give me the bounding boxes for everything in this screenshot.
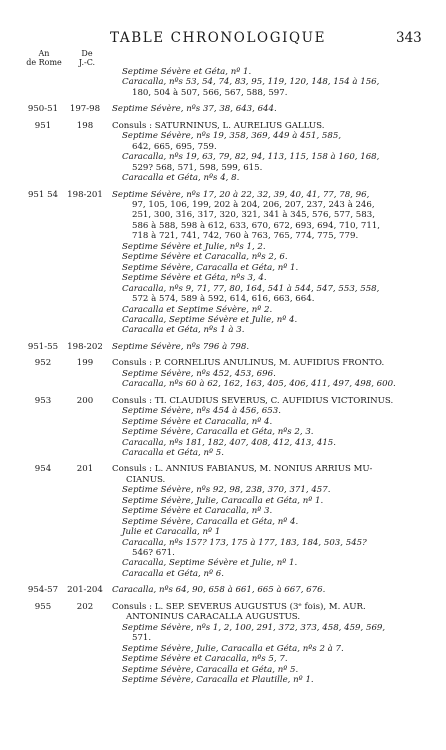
entry-line: Septime Sévère et Caracalla, nº 3. <box>122 506 273 517</box>
year-rome: 950-51 <box>27 104 59 115</box>
entry-line: Septime Sévère et Géta, nº 1. <box>122 67 252 77</box>
entry-line: 586 à 588, 598 à 612, 633, 670, 672, 693, 694, 710, 711, <box>132 220 381 231</box>
year-jc: 201 <box>76 464 94 475</box>
year-jc: 201-204 <box>67 585 103 596</box>
entry-line: Septime Sévère, Julie, Caracalla et Géta, nº 1. <box>122 495 324 506</box>
entry-line: Septime Sévère et Caracalla, nº 4. <box>122 416 273 427</box>
entry-line: Caracalla, nºs 19, 63, 79, 82, 94, 113, 115, 158 à 160, 168, <box>122 152 380 163</box>
chronology-entry <box>0 121 446 184</box>
entry-line: ANTONINUS CARACALLA AUGUSTUS. <box>126 612 301 623</box>
entry-line: Consuls : L. ANNIUS FABIANUS, M. NONIUS ARRIUS MU- <box>112 464 373 475</box>
chronology-entry <box>0 104 446 114</box>
entry-line: Caracalla, nºs 157? 173, 175 à 177, 183, 184, 503, 545? <box>122 537 367 548</box>
page-title: TABLE CHRONOLOGIQUE <box>110 30 327 46</box>
entry-line: Septime Sévère, Caracalla et Plautille, nº 1. <box>122 675 314 686</box>
entry-line: 642, 665, 695, 759. <box>132 141 217 152</box>
chronology-entry <box>0 396 446 459</box>
page-number: 343 <box>396 30 422 46</box>
entry-line: Caracalla, nºs 9, 71, 77, 80, 164, 541 à 544, 547, 553, 558, <box>122 283 380 294</box>
entry-line: Caracalla, Septime Sévère et Julie, nº 4. <box>122 314 298 325</box>
entry-line: Septime Sévère et Géta, nºs 3, 4. <box>122 273 267 284</box>
entry-line: Septime Sévère, Caracalla et Géta, nº 4. <box>122 516 299 527</box>
entry-line: 529? 568, 571, 598, 599, 615. <box>132 162 263 173</box>
entry-line: 251, 300, 316, 317, 320, 321, 341 à 345, 576, 577, 583, <box>132 210 375 221</box>
chronology-entry <box>0 67 446 98</box>
entry-line: Septime Sévère, Caracalla et Géta, nº 1. <box>122 262 299 273</box>
year-rome: 951 54 <box>27 189 59 200</box>
entry-line: Caracalla et Géta, nº 5. <box>122 447 224 458</box>
chronology-entry <box>0 190 446 336</box>
year-rome: 954-57 <box>27 585 59 596</box>
entry-line: 572 à 574, 589 à 592, 614, 616, 663, 664. <box>132 294 315 305</box>
entry-line: Caracalla, nºs 53, 54, 74, 83, 95, 119, 120, 148, 154 à 156, <box>122 77 380 88</box>
entry-line: Julie et Caracalla, nº 1 <box>122 527 221 538</box>
year-rome: 951 <box>34 120 52 131</box>
entry-line: Caracalla, nºs 64, 90, 658 à 661, 665 à 667, 676. <box>112 585 326 596</box>
chronology-entry <box>0 358 446 389</box>
chronology-entry <box>0 602 446 686</box>
entry-line: Septime Sévère, Caracalla et Géta, nº 5. <box>122 664 299 675</box>
chronology-entry <box>0 342 446 352</box>
year-jc: 200 <box>76 395 94 406</box>
entry-line: Consuls : SATURNINUS, L. AURELIUS GALLUS. <box>112 120 325 131</box>
year-rome: 951-55 <box>27 341 59 352</box>
chronology-entry <box>0 464 446 579</box>
entry-line: Consuls : L. SEP. SEVERUS AUGUSTUS (3ᵉ fois), M. AUR. <box>112 601 366 612</box>
entry-line: Consuls : TI. CLAUDIUS SEVERUS, C. AUFIDIUS VICTORINUS. <box>112 395 394 406</box>
entry-line: Septime Sévère, nºs 454 à 456, 653. <box>122 406 281 417</box>
entry-line: Septime Sévère, nºs 37, 38, 643, 644. <box>112 104 277 115</box>
entry-line: CIANUS. <box>126 474 166 485</box>
year-jc: 198 <box>76 120 94 131</box>
year-rome: 954 <box>34 464 52 475</box>
entry-line: Septime Sévère, nºs 17, 20 à 22, 32, 39, 40, 41, 77, 78, 96, <box>112 189 370 200</box>
entry-line: Septime Sévère, nºs 1, 2, 100, 291, 372, 373, 458, 459, 569, <box>122 622 386 633</box>
entry-line: Septime Sévère, nºs 19, 358, 369, 449 à 451, 585, <box>122 131 342 142</box>
chronology-entry <box>0 585 446 595</box>
year-rome: 953 <box>34 395 52 406</box>
entry-line: 180, 504 à 507, 566, 567, 588, 597. <box>132 87 288 98</box>
entry-line: 718 à 721, 741, 742, 760 à 763, 765, 774, 775, 779. <box>132 231 359 242</box>
entry-line: Septime Sévère et Caracalla, nºs 5, 7. <box>122 654 288 665</box>
year-rome: 952 <box>34 358 52 369</box>
entry-line: Septime Sévère et Julie, nºs 1, 2. <box>122 241 266 252</box>
entry-line: Septime Sévère, nºs 796 à 798. <box>112 341 250 352</box>
entry-line: Caracalla et Géta, nº 6. <box>122 568 224 579</box>
entry-line: Caracalla et Septime Sévère, nº 2. <box>122 304 273 315</box>
entry-line: Caracalla, nºs 60 à 62, 162, 163, 405, 406, 411, 497, 498, 600. <box>122 379 396 390</box>
year-jc: 198-202 <box>67 341 103 352</box>
entry-line: Septime Sévère, Julie, Caracalla et Géta, nºs 2 à 7. <box>122 643 344 654</box>
year-jc: 199 <box>76 358 94 369</box>
entry-line: Caracalla et Géta, nºs 1 à 3. <box>122 325 245 336</box>
entry-line: Septime Sévère, nºs 92, 98, 238, 370, 371, 457. <box>122 485 331 496</box>
chronology-entries <box>0 67 446 685</box>
column-header-year-rome: An de Rome <box>26 49 62 67</box>
year-jc: 197-98 <box>69 104 101 115</box>
entry-line: Caracalla, nºs 181, 182, 407, 408, 412, 413, 415. <box>122 437 337 448</box>
entry-line: 571. <box>132 633 152 644</box>
year-rome: 955 <box>34 601 52 612</box>
column-header-year-jc: De J.-C. <box>78 49 96 67</box>
year-jc: 198-201 <box>67 189 103 200</box>
entry-line: Septime Sévère, nºs 452, 453, 696. <box>122 368 276 379</box>
entry-line: Consuls : P. CORNELIUS ANULINUS, M. AUFIDIUS FRONTO. <box>112 358 385 369</box>
entry-line: Septime Sévère, Caracalla et Géta, nºs 2, 3. <box>122 427 314 438</box>
entry-line: 97, 105, 106, 199, 202 à 204, 206, 207, 237, 243 à 246, <box>132 199 375 210</box>
entry-line: Caracalla, Septime Sévère et Julie, nº 1. <box>122 558 298 569</box>
entry-line: Septime Sévère et Caracalla, nºs 2, 6. <box>122 252 288 263</box>
entry-line: Caracalla et Géta, nºs 4, 8. <box>122 173 240 184</box>
entry-line: 546? 671. <box>132 548 175 559</box>
year-jc: 202 <box>76 601 94 612</box>
